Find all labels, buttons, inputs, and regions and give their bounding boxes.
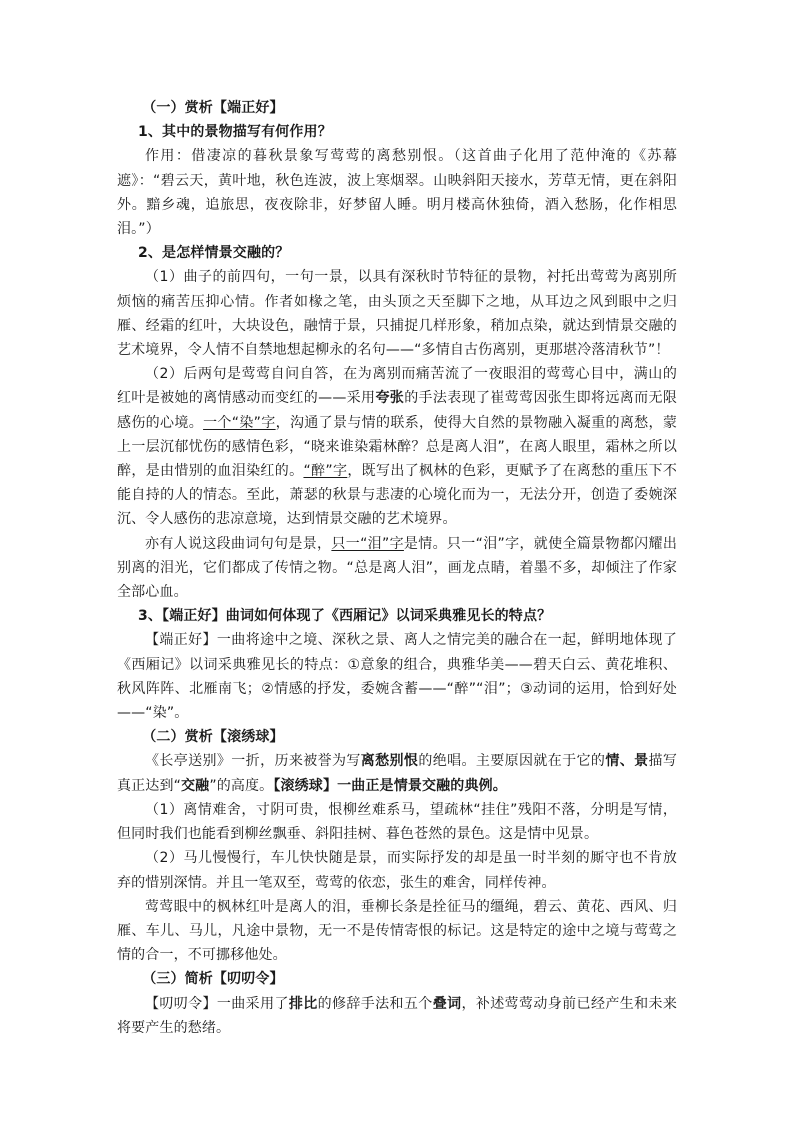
document-page (117, 96, 677, 1040)
question-3: 3、【端正好】曲词如何体现了《西厢记》以词采典雅见长的特点？ (138, 608, 552, 625)
bold-term-kuazhang: 夸张 (375, 390, 405, 407)
section-2-point-2: （2）马儿慢慢行，车儿快快随是景，而实际抒发的却是虽一时半刻的厮守也不肯放弃的惜别深情。并且一笔双至，莺莺的依恋，张生的难舍，同样传神。 (117, 850, 677, 891)
bold-term: 离愁别恨 (360, 753, 419, 770)
bold-term: 叠词 (432, 995, 462, 1012)
section-3-text (117, 992, 677, 1040)
text-run: 的修辞手法和五个 (317, 995, 433, 1012)
text-run: 的手法表现了崔莺莺因张生即将远离而无限感伤的心境。 (117, 390, 677, 431)
text-run: ”的高度。 (209, 777, 274, 794)
text-run: 描写真正达到“ (117, 753, 678, 794)
text-run: ，既写出了枫林的色彩，更赋予了在离愁的重压下不能自持的人的情态。至此，萧瑟的秋景与悲凄的心境化而为一，无法分开，创造了委婉深沉、令人感伤的悲凉意境，达到情景交融的艺术境界。 (117, 463, 677, 528)
text-run: 亦有人说这段曲词句句是景， (145, 535, 332, 552)
bold-term: 排比 (288, 995, 318, 1012)
underlined-term-zui: “醉”字 (303, 463, 348, 480)
section-3-heading: （三）简析【叨叨令】 (142, 971, 284, 988)
text-run: ，沟通了景与情的联系，使得大自然的景物融入凝重的离愁，蒙上一层沉郁忧伤的感情色彩，“晓来谁染霜林醉？总是离人泪”，在离人眼里，霜林之所以醉，是由惜别的血泪染红的。 (117, 414, 678, 480)
section-2-heading: （二）赏析【滚绣球】 (142, 729, 284, 746)
underlined-term-lei: 只一“泪”字 (331, 535, 404, 552)
text-run: 《长亭送别》一折，历来被誉为写 (145, 753, 361, 770)
answer-2-point-3 (117, 532, 677, 605)
section-2-point-1: （1）离情难舍，寸阴可贵，恨柳丝难系马，望疏林“挂住”残阳不落，分明是写情，但同时我们也能看到柳丝飘垂、斜阳挂树、暮色苍然的景色。这是情中见景。 (117, 801, 677, 843)
answer-1: 作用：借凄凉的暮秋景象写莺莺的离愁别恨。（这首曲子化用了范仲淹的《苏幕遮》：“碧云天，黄叶地，秋色连波，波上寒烟翠。山映斜阳天接水，芳草无情，更在斜阳外。黯乡魂，追旅思，夜夜除非，好梦留人睡。明月楼高休独倚，酒入愁肠，化作相思泪。”） (117, 148, 677, 238)
bold-term: 情、景 (605, 753, 649, 770)
section-2-conclusion: 莺莺眼中的枫林红叶是离人的泪，垂柳长条是拴征马的缰绳，碧云、黄花、西风、归雁、车儿、马儿，凡途中景物，无一不是传情寄恨的标记。这是特定的途中之境与莺莺之情的合一，不可挪移他处。 (117, 898, 677, 964)
text-run: 的绝唱。主要原因就在于它的 (418, 753, 606, 770)
bold-sentence: 【滚绣球】一曲正是情景交融的典例。 (273, 777, 507, 794)
text-run: ，补述莺莺动身前已经产生和未来将要产生的愁绪。 (117, 995, 678, 1036)
text-run: （2）后两句是莺莺自问自答，在为离别而痛苦流了一夜眼泪的莺莺心目中，满山的红叶是被她的离情感动而变红的——采用 (117, 366, 677, 407)
answer-3: 【端正好】一曲将途中之境、深秋之景、离人之情完美的融合在一起，鲜明地体现了《西厢记》以词采典雅见长的特点：①意象的组合，典雅华美——碧天白云、黄花堆积、秋风阵阵、北雁南飞；②情感的抒发，委婉含蓄——“醉”“泪”；③动词的运用，恰到好处——“染”。 (117, 632, 677, 722)
answer-2-point-2 (117, 362, 677, 531)
bold-term: 交融 (181, 777, 210, 794)
question-1: 1、其中的景物描写有何作用？ (138, 124, 332, 141)
text-run: 是情。只一“泪”字，就使全篇景物都闪耀出别离的泪光，它们都成了传情之物。“总是离人泪”，画龙点睛，着墨不多，却倾注了作家全部心血。 (117, 535, 677, 601)
section-1-heading: （一）赏析【端正好】 (142, 100, 284, 116)
question-2: 2、是怎样情景交融的？ (138, 245, 290, 262)
answer-2-point-1: （1）曲子的前四句，一句一景，以具有深秋时节特征的景物，衬托出莺莺为离别所烦恼的痛苦压抑心情。作者如椽之笔，由头顶之天至脚下之地，从耳边之风到眼中之归雁、经霜的红叶，大块设色，融情于景，只捕捉几样形象，稍加点染，就达到情景交融的艺术境界，令人情不自禁地想起柳永的名句——“多情自古伤离别，更那堪冷落清秋节”！ (117, 269, 677, 359)
underlined-term-ran: 一个“染”字 (203, 414, 276, 431)
section-2-intro (117, 749, 677, 797)
text-run: 【叨叨令】一曲采用了 (145, 995, 289, 1012)
